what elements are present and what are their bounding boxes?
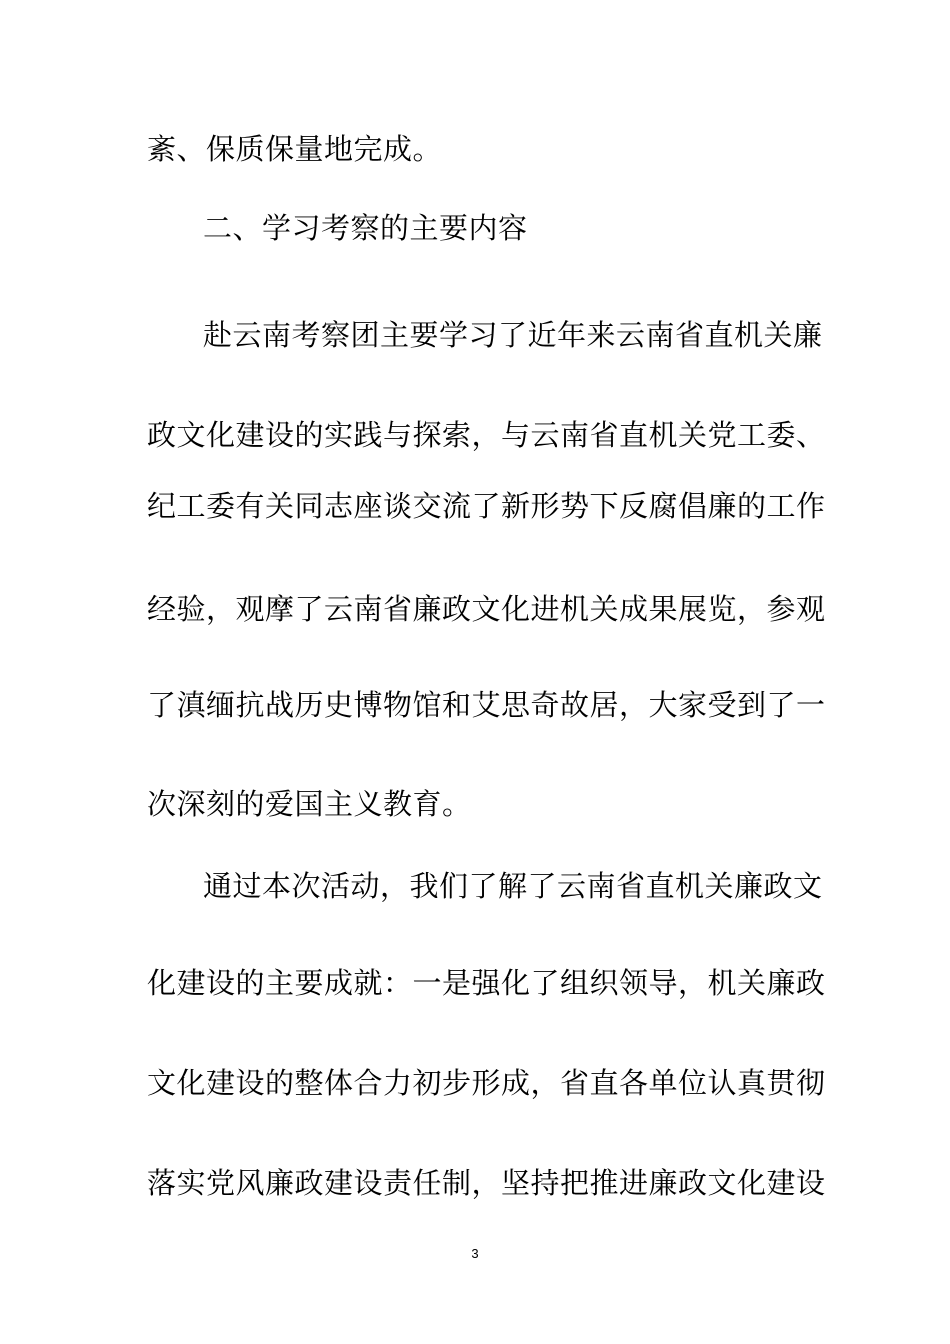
text-line: 通过本次活动，我们了解了云南省直机关廉政文 (203, 869, 823, 903)
page-number: 3 (471, 1246, 479, 1261)
text-line: 次深刻的爱国主义教育。 (147, 787, 472, 821)
text-line: 化建设的主要成就：一是强化了组织领导，机关廉政 (147, 966, 826, 1000)
text-line: 政文化建设的实践与探索，与云南省直机关党工委、 (147, 418, 826, 452)
text-line: 赴云南考察团主要学习了近年来云南省直机关廉 (203, 318, 823, 352)
text-line: 落实党风廉政建设责任制，坚持把推进廉政文化建设 (147, 1166, 826, 1200)
text-line: 纪工委有关同志座谈交流了新形势下反腐倡廉的工作 (147, 489, 826, 523)
text-line: 经验，观摩了云南省廉政文化进机关成果展览，参观 (147, 592, 826, 626)
text-line: 了滇缅抗战历史博物馆和艾思奇故居，大家受到了一 (147, 688, 826, 722)
section-heading: 二、学习考察的主要内容 (203, 211, 528, 245)
text-line: 文化建设的整体合力初步形成，省直各单位认真贯彻 (147, 1066, 826, 1100)
text-line: 紊、保质保量地完成。 (147, 132, 443, 166)
